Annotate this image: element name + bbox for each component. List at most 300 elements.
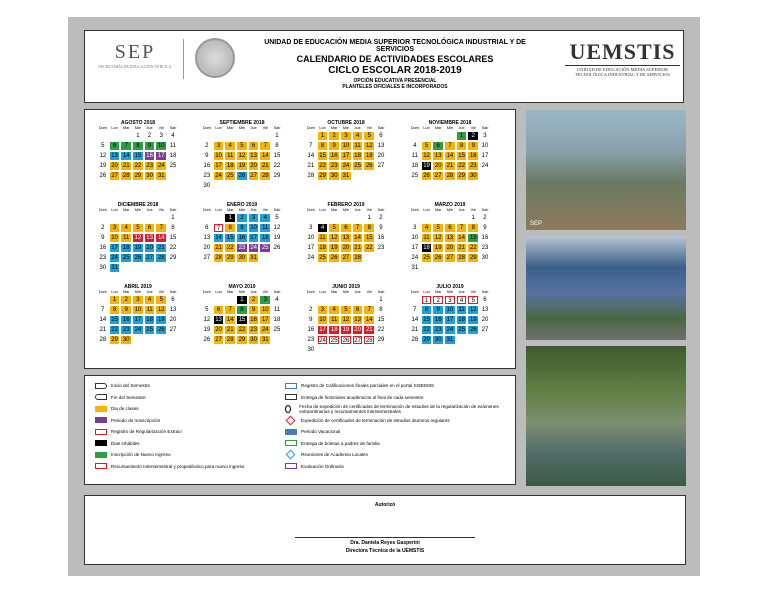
- legend-swatch-icon: [95, 394, 107, 400]
- day-cell: 20: [342, 245, 350, 251]
- day-cell: 29: [238, 337, 246, 343]
- day-cell: 13: [111, 153, 118, 159]
- day-cell: 10: [134, 307, 142, 313]
- day-cell: 23: [469, 163, 477, 169]
- weekday-label: Jue: [458, 126, 465, 130]
- day-cell: 16: [377, 235, 385, 241]
- weekday-label: Sab: [169, 290, 177, 294]
- weekday-label: Mar: [330, 290, 338, 294]
- day-cell: 25: [273, 327, 281, 333]
- day-cell: 15: [423, 317, 430, 323]
- day-cell: 6: [433, 142, 443, 150]
- weekday-label: Lun: [423, 126, 430, 130]
- day-cell: 30: [250, 337, 257, 343]
- day-grid: [201, 213, 283, 263]
- day-cell: 26: [434, 255, 442, 261]
- legend-label: Inscripción de Nuevo Ingreso: [111, 452, 171, 458]
- month-block: [201, 284, 283, 345]
- day-cell: 28: [226, 337, 234, 343]
- day-cell: 27: [434, 173, 442, 179]
- weekday-label: Jue: [250, 126, 257, 130]
- weekday-header: [409, 126, 491, 131]
- weekday-label: Vie: [366, 208, 372, 212]
- day-cell: 5: [329, 224, 339, 232]
- legend-swatch-icon: [285, 463, 297, 469]
- weekday-header: [305, 126, 387, 131]
- day-cell: 20: [169, 317, 177, 323]
- day-cell: 5: [133, 224, 143, 232]
- weekday-label: Vie: [262, 126, 268, 130]
- day-cell: 9: [309, 317, 313, 323]
- day-cell: 9: [205, 153, 209, 159]
- month-block: [97, 284, 179, 345]
- weekday-label: Lun: [111, 290, 118, 294]
- day-cell: 20: [481, 317, 489, 323]
- day-cell: 16: [146, 153, 153, 159]
- day-cell: 30: [238, 255, 246, 261]
- empty-day: [98, 214, 108, 222]
- day-cell: 24: [481, 163, 489, 169]
- empty-day: [445, 132, 455, 140]
- weekday-label: Mar: [226, 208, 234, 212]
- empty-day: [353, 296, 363, 304]
- mexico-seal-icon: [195, 38, 235, 78]
- day-cell: 23: [481, 245, 489, 251]
- day-cell: 30: [330, 173, 338, 179]
- weekday-label: Dom: [202, 126, 211, 130]
- weekday-label: Mie: [446, 208, 453, 212]
- day-cell: 23: [146, 163, 153, 169]
- day-cell: 8: [468, 224, 478, 232]
- day-cell: 29: [458, 173, 465, 179]
- empty-day: [145, 214, 155, 222]
- day-cell: 30: [307, 347, 315, 353]
- day-cell: 17: [319, 327, 326, 333]
- day-grid: [97, 131, 179, 181]
- month-title: MARZO 2019: [434, 202, 466, 208]
- day-cell: 15: [458, 153, 465, 159]
- day-cell: 19: [342, 327, 350, 333]
- day-cell: 7: [309, 143, 313, 149]
- day-cell: 23: [238, 245, 246, 251]
- day-cell: 12: [134, 235, 142, 241]
- day-cell: 18: [411, 163, 419, 169]
- weekday-label: Dom: [306, 208, 315, 212]
- day-cell: 17: [307, 245, 315, 251]
- day-cell: 18: [273, 317, 281, 323]
- day-grid: [409, 295, 491, 345]
- day-cell: 4: [171, 133, 175, 139]
- day-cell: 9: [121, 306, 131, 314]
- legend-swatch-icon: [286, 415, 296, 425]
- day-cell: 20: [446, 245, 454, 251]
- empty-day: [410, 214, 420, 222]
- weekday-label: Vie: [366, 290, 372, 294]
- day-cell: 29: [111, 337, 118, 343]
- empty-day: [202, 214, 212, 222]
- day-cell: 4: [225, 142, 235, 150]
- weekday-label: Jue: [250, 290, 257, 294]
- day-cell: 14: [365, 317, 373, 323]
- day-cell: 18: [122, 245, 130, 251]
- day-cell: 3: [445, 296, 455, 304]
- month-block: [97, 202, 179, 273]
- weekday-label: Jue: [146, 208, 153, 212]
- header-divider: [183, 39, 184, 79]
- legend-item: [285, 380, 513, 392]
- day-cell: 3: [159, 133, 163, 139]
- day-cell: 14: [411, 317, 419, 323]
- day-cell: 21: [215, 245, 222, 251]
- day-cell: 2: [101, 225, 105, 231]
- legend-label: Fin del Semestre: [111, 394, 146, 400]
- legend-item: [285, 403, 513, 415]
- legend-swatch-icon: [95, 429, 107, 435]
- day-cell: 22: [319, 163, 326, 169]
- day-cell: 10: [307, 235, 315, 241]
- weekday-label: Dom: [410, 290, 419, 294]
- empty-day: [214, 132, 224, 140]
- day-cell: 8: [275, 143, 279, 149]
- weekday-label: Sab: [481, 290, 489, 294]
- day-cell: 22: [169, 245, 177, 251]
- day-cell: 22: [423, 327, 430, 333]
- day-cell: 24: [261, 327, 269, 333]
- day-cell: 24: [319, 338, 326, 344]
- day-cell: 3: [260, 296, 270, 304]
- day-cell: 18: [226, 163, 234, 169]
- day-cell: 7: [225, 306, 235, 314]
- day-cell: 30: [434, 337, 442, 343]
- empty-day: [214, 214, 224, 222]
- day-cell: 16: [481, 235, 489, 241]
- legend-label: Entrega de boletas a padres de familia: [301, 440, 380, 446]
- day-cell: 5: [156, 296, 166, 304]
- uemstis-logo-subtitle: UNIDAD DE EDUCACIÓN MEDIA SUPERIOR TECNOLÓGICA INDUSTRIAL Y DE SERVICIOS: [565, 65, 680, 77]
- day-cell: 22: [111, 327, 118, 333]
- day-cell: 17: [261, 317, 269, 323]
- day-cell: 27: [146, 255, 153, 261]
- weekday-label: Mar: [330, 126, 338, 130]
- day-cell: 27: [377, 163, 385, 169]
- weekday-label: Vie: [366, 126, 372, 130]
- day-cell: 21: [157, 245, 165, 251]
- weekday-label: Mie: [134, 208, 141, 212]
- day-cell: 15: [238, 317, 246, 323]
- legend-label: Periodo de reinscripción: [111, 417, 161, 423]
- day-cell: 18: [319, 245, 326, 251]
- day-cell: 23: [307, 337, 315, 343]
- day-cell: 21: [446, 163, 454, 169]
- day-cell: 22: [238, 327, 246, 333]
- day-cell: 22: [469, 245, 477, 251]
- day-cell: 5: [205, 307, 209, 313]
- day-cell: 6: [379, 133, 383, 139]
- day-cell: 27: [354, 338, 361, 344]
- legend-label: Registro de Calificaciones finales parciales en el portal SISEEMS: [301, 383, 435, 389]
- weekday-label: Dom: [410, 126, 419, 130]
- legend-swatch-icon: [95, 440, 107, 446]
- day-cell: 4: [121, 224, 131, 232]
- day-cell: 7: [364, 306, 374, 314]
- day-cell: 11: [354, 143, 361, 149]
- day-cell: 10: [411, 235, 419, 241]
- day-grid: [409, 213, 491, 273]
- day-cell: 10: [446, 307, 454, 313]
- day-cell: 14: [354, 235, 361, 241]
- day-cell: 11: [169, 143, 177, 149]
- day-cell: 19: [469, 317, 477, 323]
- day-cell: 2: [379, 215, 383, 221]
- day-cell: 10: [215, 153, 222, 159]
- empty-day: [318, 296, 328, 304]
- weekday-header: [97, 126, 179, 131]
- weekday-label: Lun: [423, 290, 430, 294]
- weekday-label: Jue: [354, 126, 361, 130]
- empty-day: [364, 296, 374, 304]
- day-cell: 10: [111, 235, 118, 241]
- day-cell: 20: [111, 163, 118, 169]
- legend-swatch-icon: [286, 450, 296, 460]
- legend-label: Evaluación Ordinaria: [301, 463, 344, 469]
- day-cell: 14: [261, 153, 269, 159]
- day-cell: 16: [203, 163, 211, 169]
- day-cell: 20: [250, 163, 257, 169]
- legend-item: [95, 380, 285, 392]
- day-cell: 24: [157, 163, 165, 169]
- day-cell: 5: [237, 142, 247, 150]
- day-cell: 31: [250, 255, 257, 261]
- weekday-label: Lun: [215, 208, 222, 212]
- day-cell: 6: [249, 142, 259, 150]
- empty-day: [237, 132, 247, 140]
- day-cell: 24: [446, 327, 454, 333]
- day-cell: 25: [261, 245, 269, 251]
- day-cell: 26: [469, 327, 477, 333]
- month-block: [201, 120, 283, 191]
- weekday-label: Mie: [238, 290, 245, 294]
- month-title: ABRIL 2019: [124, 284, 152, 290]
- day-cell: 25: [423, 255, 430, 261]
- day-cell: 19: [238, 163, 246, 169]
- day-cell: 11: [273, 307, 281, 313]
- day-cell: 14: [458, 235, 465, 241]
- weekday-label: Mar: [122, 208, 130, 212]
- weekday-label: Lun: [111, 126, 118, 130]
- day-cell: 15: [273, 153, 281, 159]
- day-cell: 12: [342, 317, 350, 323]
- day-cell: 9: [101, 235, 105, 241]
- legend-label: Dias inhábiles: [111, 440, 140, 446]
- day-cell: 1: [110, 296, 120, 304]
- weekday-label: Vie: [470, 290, 476, 294]
- weekday-label: Sab: [377, 126, 385, 130]
- day-cell: 2: [205, 143, 209, 149]
- day-cell: 13: [342, 235, 350, 241]
- day-cell: 28: [411, 337, 419, 343]
- day-cell: 9: [468, 142, 478, 150]
- day-cell: 28: [365, 338, 373, 344]
- day-cell: 28: [307, 173, 315, 179]
- day-cell: 20: [146, 245, 153, 251]
- weekday-header: [97, 290, 179, 295]
- day-cell: 7: [121, 142, 131, 150]
- weekday-label: Sab: [377, 208, 385, 212]
- day-cell: 10: [250, 225, 257, 231]
- legend-item: [95, 426, 285, 438]
- day-cell: 4: [353, 132, 363, 140]
- legend-panel: [84, 375, 516, 485]
- weekday-label: Mar: [122, 290, 130, 294]
- day-cell: 14: [157, 235, 165, 241]
- signature-panel: [84, 495, 686, 565]
- weekday-label: Lun: [319, 290, 326, 294]
- photo-school-facade: [526, 236, 686, 340]
- day-cell: 11: [319, 235, 326, 241]
- day-cell: 8: [318, 142, 328, 150]
- day-cell: 2: [121, 296, 131, 304]
- day-cell: 29: [134, 173, 142, 179]
- day-cell: 19: [434, 245, 442, 251]
- weekday-label: Jue: [354, 208, 361, 212]
- empty-day: [202, 132, 212, 140]
- weekday-label: Lun: [423, 208, 430, 212]
- day-cell: 2: [309, 307, 313, 313]
- day-cell: 16: [122, 317, 130, 323]
- legend-item: [285, 426, 513, 438]
- day-cell: 26: [203, 337, 211, 343]
- day-cell: 14: [226, 317, 234, 323]
- day-cell: 26: [365, 163, 373, 169]
- day-cell: 11: [227, 153, 234, 159]
- uemstis-logo-text: UEMSTIS: [569, 39, 676, 64]
- day-cell: 1: [367, 215, 371, 221]
- day-cell: 8: [422, 306, 432, 314]
- day-cell: 10: [157, 143, 165, 149]
- legend-item: [285, 415, 513, 427]
- legend-item: [95, 449, 285, 461]
- title-line-4: OPCIÓN EDUCATIVA PRESENCIAL: [353, 78, 437, 84]
- empty-day: [318, 214, 328, 222]
- weekday-label: Mar: [434, 208, 442, 212]
- empty-day: [121, 132, 131, 140]
- legend-label: Expedición de certificados de terminación de estudios alumnos regulares: [301, 417, 450, 423]
- day-cell: 19: [203, 327, 211, 333]
- day-cell: 8: [364, 224, 374, 232]
- legend-item: [285, 449, 513, 461]
- day-cell: 30: [469, 173, 477, 179]
- legend-swatch-icon: [285, 440, 297, 446]
- legend-swatch-icon: [285, 383, 297, 389]
- day-grid: [201, 131, 283, 191]
- day-cell: 11: [262, 225, 269, 231]
- day-cell: 1: [318, 132, 328, 140]
- day-cell: 13: [146, 235, 153, 241]
- month-block: [97, 120, 179, 181]
- weekday-label: Sab: [273, 126, 281, 130]
- day-cell: 1: [237, 296, 247, 304]
- day-cell: 18: [261, 235, 269, 241]
- signer-name: Dra. Daniela Reyes Gasperini: [350, 540, 420, 546]
- day-cell: 1: [136, 133, 140, 139]
- weekday-label: Jue: [146, 290, 153, 294]
- day-cell: 30: [203, 183, 211, 189]
- legend-right-column: [285, 380, 513, 472]
- day-cell: 15: [377, 317, 385, 323]
- weekday-label: Dom: [410, 208, 419, 212]
- day-cell: 17: [250, 235, 257, 241]
- legend-swatch-icon: [95, 452, 107, 458]
- day-cell: 3: [413, 225, 417, 231]
- day-cell: 13: [446, 235, 454, 241]
- day-cell: 19: [330, 245, 338, 251]
- day-cell: 11: [458, 307, 465, 313]
- day-cell: 5: [275, 215, 279, 221]
- day-cell: 13: [481, 307, 489, 313]
- day-cell: 3: [214, 142, 224, 150]
- day-cell: 21: [411, 327, 419, 333]
- day-cell: 4: [260, 214, 270, 222]
- day-cell: 31: [261, 337, 269, 343]
- legend-swatch-icon: [95, 383, 107, 389]
- day-cell: 12: [469, 307, 477, 313]
- day-cell: 6: [483, 297, 487, 303]
- day-cell: 13: [250, 153, 257, 159]
- day-cell: 15: [169, 235, 177, 241]
- day-cell: 24: [307, 255, 315, 261]
- day-cell: 13: [377, 143, 385, 149]
- day-cell: 8: [110, 306, 120, 314]
- day-cell: 23: [122, 327, 130, 333]
- day-cell: 13: [354, 317, 361, 323]
- weekday-label: Lun: [111, 208, 118, 212]
- title-line-2: CALENDARIO DE ACTIVIDADES ESCOLARES: [296, 54, 494, 64]
- day-cell: 7: [101, 307, 105, 313]
- day-cell: 3: [249, 214, 259, 222]
- day-cell: 10: [261, 307, 269, 313]
- day-cell: 27: [250, 173, 257, 179]
- day-cell: 22: [226, 245, 234, 251]
- empty-day: [433, 132, 443, 140]
- legend-swatch-icon: [285, 405, 291, 413]
- day-cell: 22: [365, 245, 373, 251]
- day-cell: 8: [133, 142, 143, 150]
- day-cell: 5: [101, 143, 105, 149]
- day-cell: 5: [468, 296, 478, 304]
- weekday-label: Jue: [250, 208, 257, 212]
- legend-label: Reuniones de Academia Locales: [301, 452, 368, 458]
- weekday-label: Mie: [238, 126, 245, 130]
- day-cell: 4: [413, 143, 417, 149]
- header: [84, 30, 684, 103]
- day-cell: 1: [225, 214, 235, 222]
- sep-logo-text: SEP: [114, 41, 156, 63]
- day-cell: 25: [122, 255, 130, 261]
- empty-day: [214, 296, 224, 304]
- day-cell: 9: [433, 306, 443, 314]
- title-line-3: CICLO ESCOLAR 2018-2019: [328, 65, 462, 76]
- empty-day: [410, 296, 420, 304]
- day-cell: 21: [99, 327, 107, 333]
- day-cell: 12: [423, 153, 430, 159]
- weekday-label: Mar: [226, 290, 234, 294]
- legend-swatch-icon: [95, 417, 107, 423]
- empty-day: [225, 132, 235, 140]
- calendar-panel: [84, 109, 516, 369]
- weekday-header: [305, 208, 387, 213]
- day-cell: 13: [169, 307, 177, 313]
- empty-day: [433, 214, 443, 222]
